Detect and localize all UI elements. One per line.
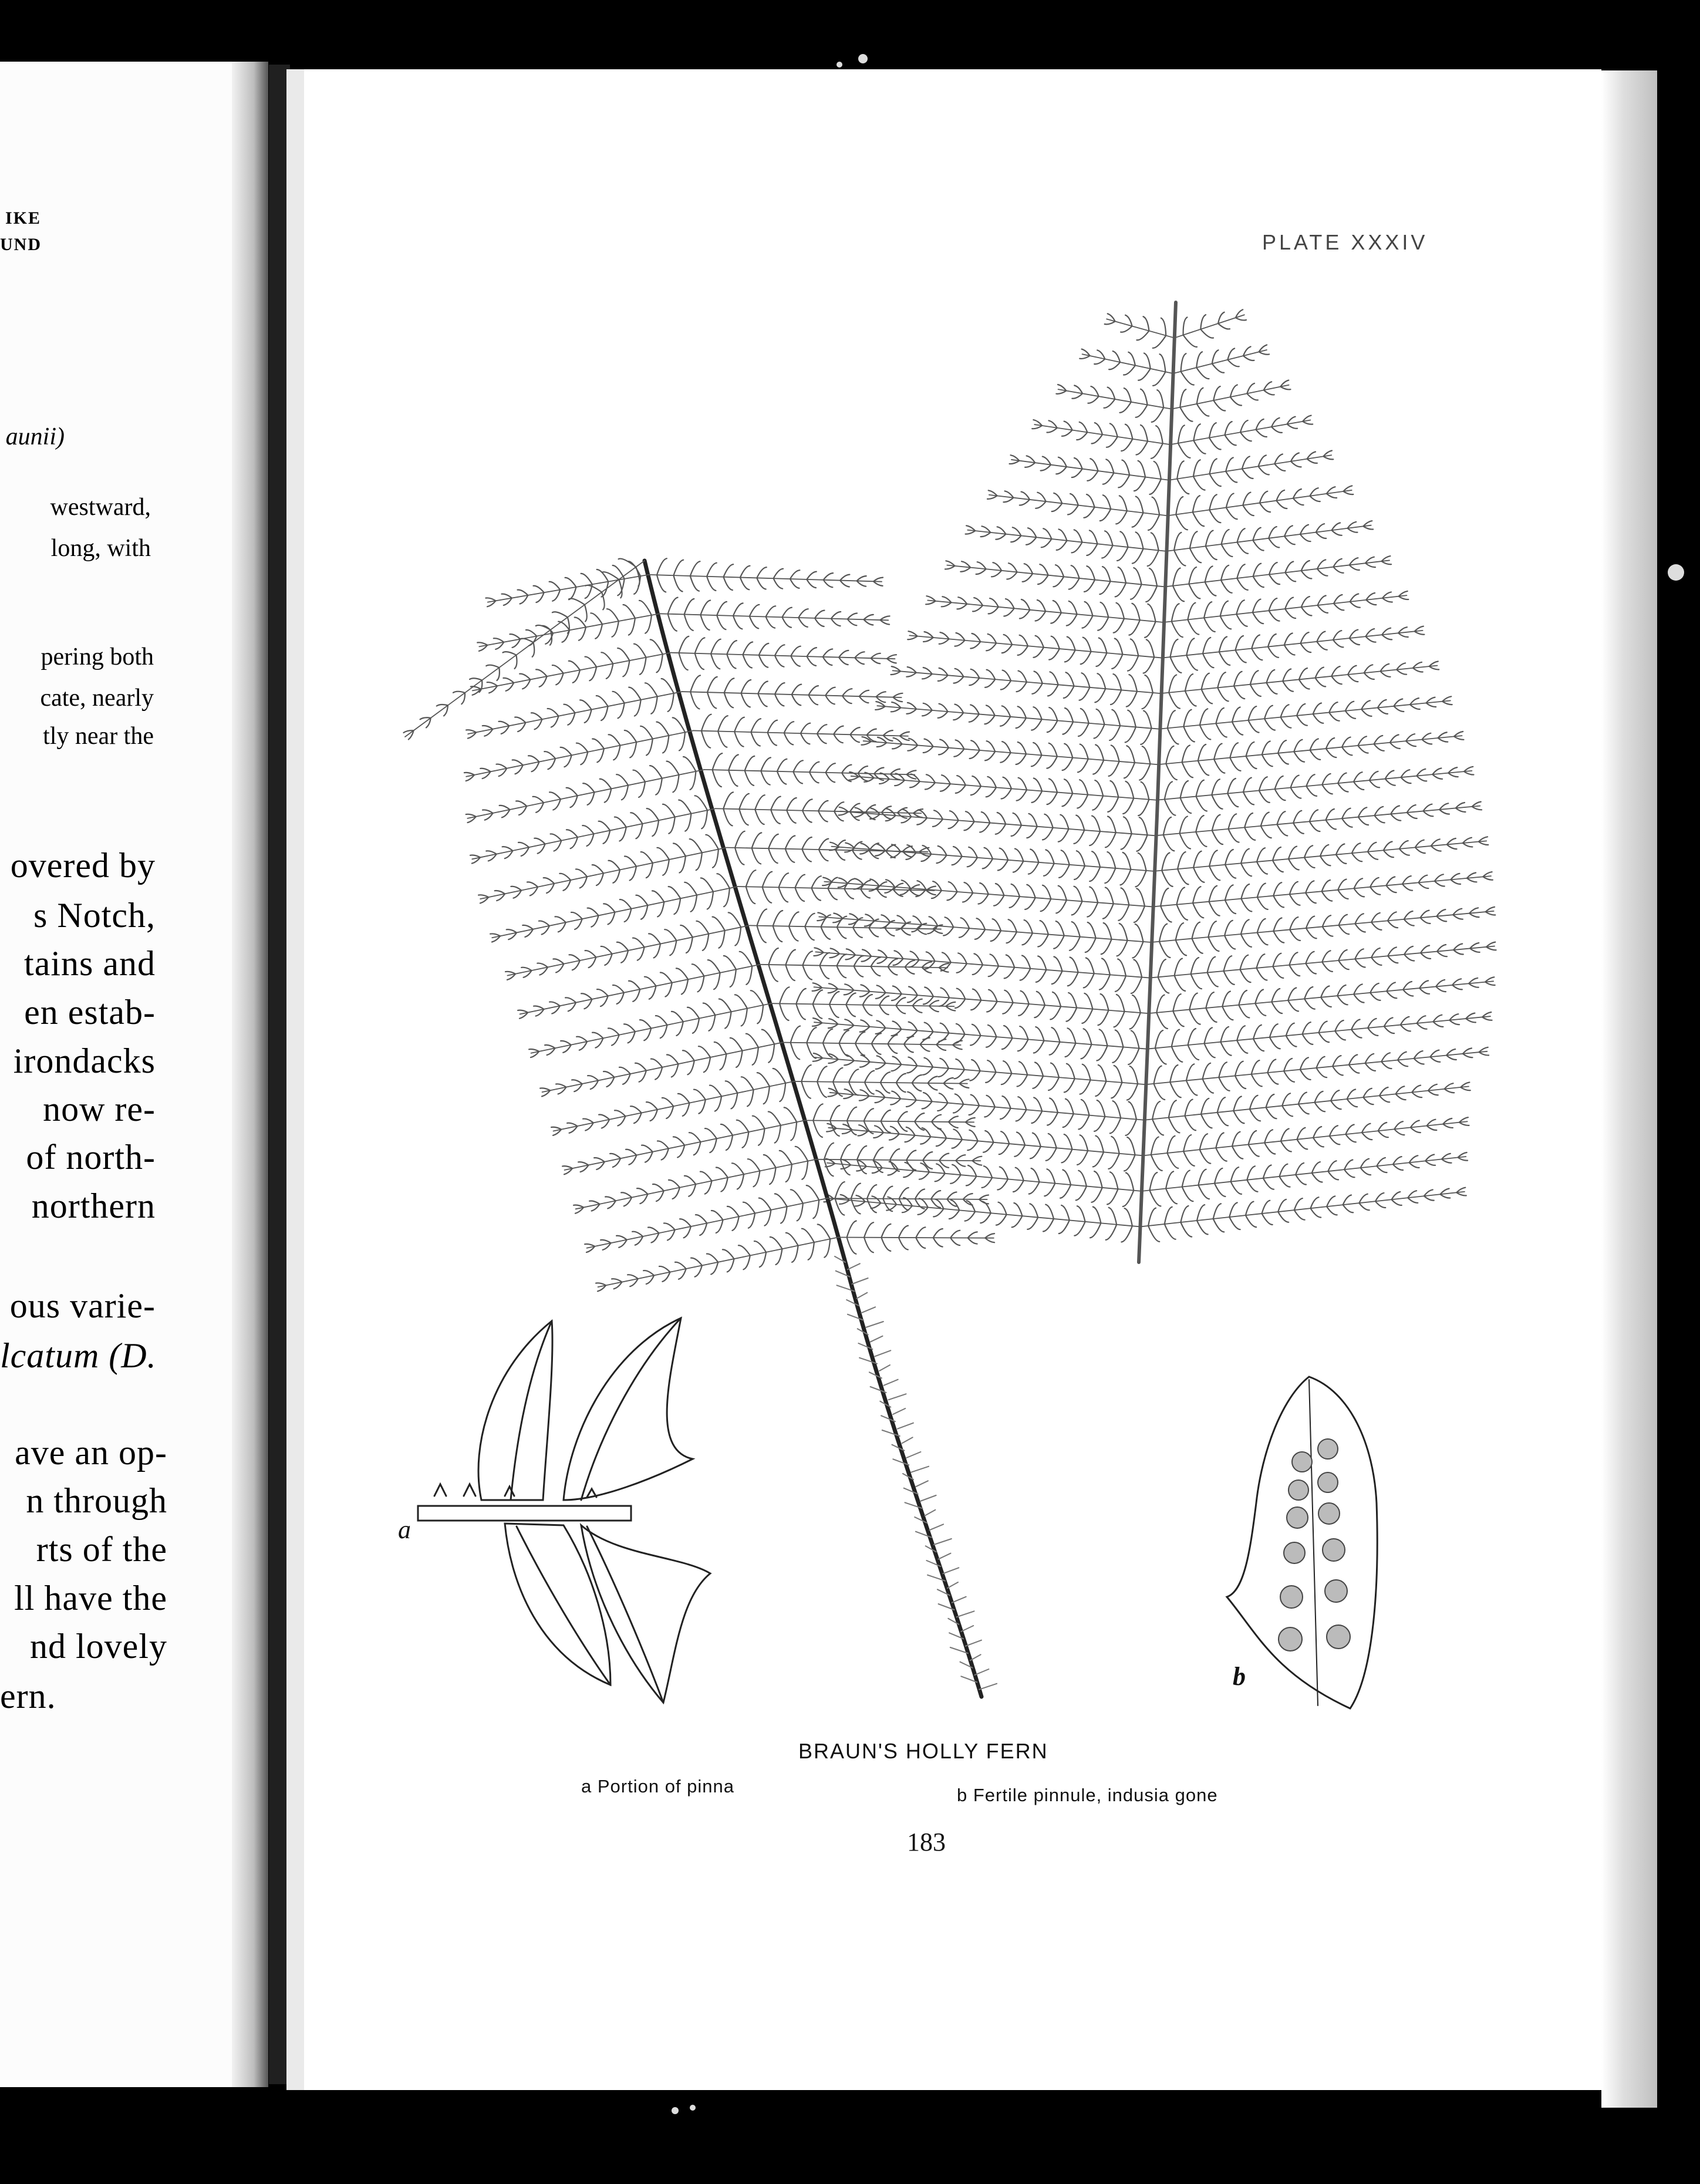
body-line: pering both: [41, 643, 154, 670]
body-line: ll have the: [14, 1579, 167, 1617]
figure-a-letter: a: [398, 1515, 411, 1544]
body-line: overed by: [10, 846, 156, 885]
body-line: of north-: [26, 1138, 156, 1177]
page-number: 183: [907, 1828, 946, 1856]
caption-figure-a: a Portion of pinna: [581, 1776, 735, 1797]
body-line: rts of the: [36, 1530, 167, 1569]
body-line: ern.: [0, 1677, 56, 1715]
body-line: long, with: [50, 535, 151, 562]
running-header-line-1: IKE: [5, 208, 41, 228]
body-line: now re-: [43, 1090, 156, 1128]
body-line: tains and: [24, 944, 156, 983]
body-line: northern: [31, 1187, 156, 1225]
left-page-gutter: [232, 62, 268, 2087]
body-line: cate, nearly: [40, 685, 154, 712]
species-heading-fragment: aunii): [5, 423, 65, 450]
body-line: en estab-: [24, 993, 156, 1032]
body-line: westward,: [50, 494, 151, 521]
body-line: irondacks: [13, 1042, 156, 1080]
body-line: tly near the: [43, 723, 154, 750]
right-page: [286, 69, 1601, 2090]
body-line: ous varie-: [9, 1286, 156, 1325]
plate-label: PLATE XXXIV: [1262, 230, 1428, 254]
body-line: ave an op-: [15, 1433, 167, 1472]
page-edges: [1601, 70, 1657, 2108]
body-line: s Notch,: [33, 896, 156, 935]
body-line: nd lovely: [30, 1627, 167, 1666]
running-header-line-2: UND: [0, 235, 42, 254]
caption-figure-b: b Fertile pinnule, indusia gone: [957, 1785, 1218, 1805]
plate-caption-title: BRAUN'S HOLLY FERN: [798, 1739, 1048, 1763]
right-page-gutter-shade: [286, 69, 304, 2090]
body-line: n through: [26, 1481, 167, 1520]
figure-b-letter: b: [1233, 1662, 1246, 1691]
body-line: lcatum (D.: [0, 1336, 157, 1375]
